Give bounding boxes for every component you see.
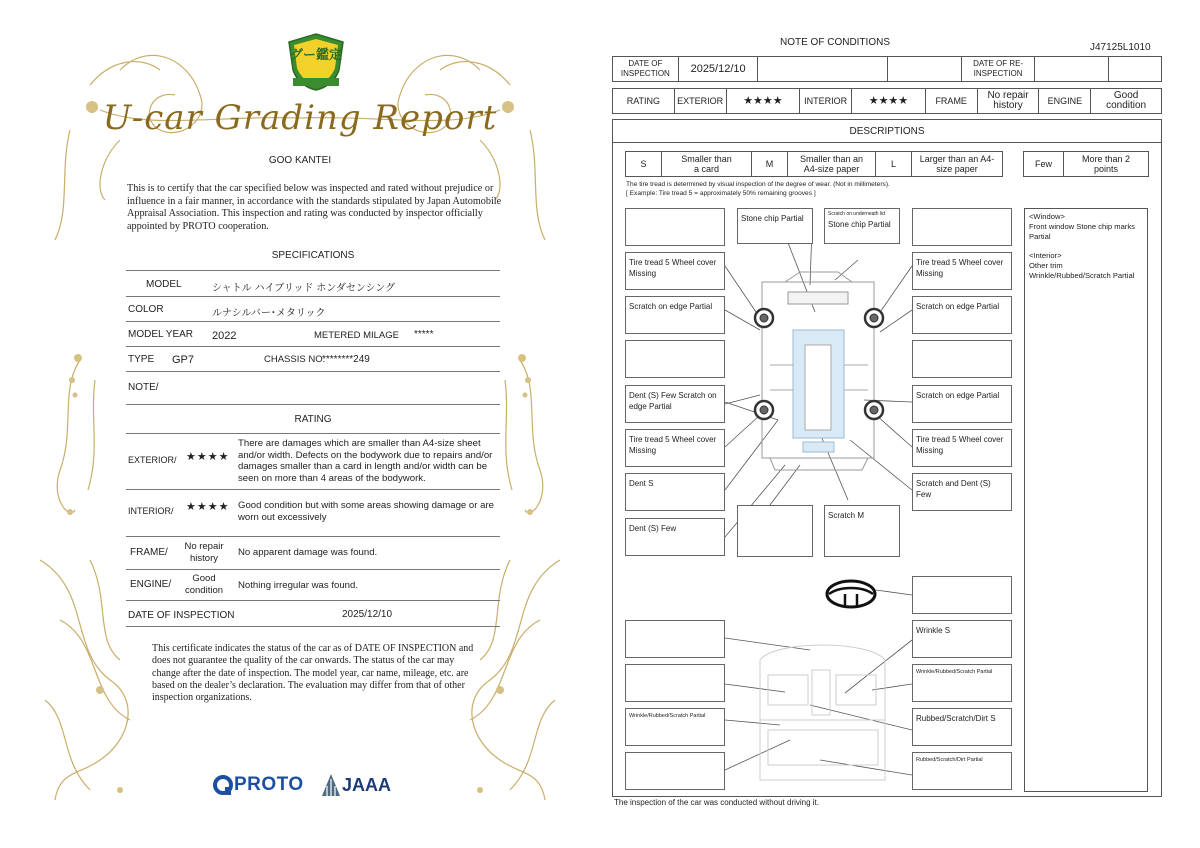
model-row	[126, 272, 500, 297]
window-text: Front window Stone chip marks Partial	[1029, 222, 1135, 241]
steering-wheel-icon	[827, 581, 875, 607]
note-box-right-scratch-dent: Scratch and Dent (S) Few	[912, 473, 1012, 511]
note-box-bottom-center: Scratch M	[824, 505, 900, 557]
interior-stars: ★★★★	[852, 89, 926, 113]
engine-value: Good condition	[184, 573, 224, 596]
exterior-description: There are damages which are smaller than A4-size sheet and/or width. Defects on the bodywork due to repairs and/or damages smaller than a card in length and/or width can be seen on more than 4 areas of the bodywork.	[238, 438, 493, 484]
proto-logo	[212, 770, 317, 800]
interior-rating-row	[126, 490, 500, 537]
legend-code-s: S	[626, 152, 662, 176]
sheet-code: J47125L1010	[1090, 42, 1151, 53]
note-box-empty	[912, 340, 1012, 378]
type-label: TYPE	[128, 354, 155, 365]
model-value: シャトル ハイブリッド ホンダセンシング	[212, 283, 396, 294]
window-heading: <Window>	[1029, 212, 1065, 221]
exterior-header: EXTERIOR	[675, 89, 727, 113]
note-row	[126, 372, 500, 405]
underneath-lid-note: Scratch on underneath lid	[828, 211, 885, 217]
interior-heading: <Interior>	[1029, 251, 1062, 260]
jaaa-logo	[320, 770, 400, 800]
chassis-value: ********249	[322, 354, 370, 365]
engine-description: Nothing irregular was found.	[238, 580, 358, 591]
reinspection-header: DATE OF RE-INSPECTION	[962, 57, 1036, 81]
note-box-empty	[625, 340, 725, 378]
note-of-conditions-sheet	[600, 0, 1200, 848]
legend-code-m: M	[752, 152, 788, 176]
note-box-right-scratch: Scratch on edge Partial	[912, 296, 1012, 334]
doi-header: DATE OF INSPECTION	[613, 57, 679, 81]
rating-header: RATING	[613, 89, 675, 113]
car-top-view	[755, 272, 883, 470]
date-of-inspection-row	[126, 601, 500, 627]
mileage-value: *****	[414, 329, 434, 340]
frame-value: No repair history	[184, 541, 224, 564]
note-box-left-dent-s: Dent S	[625, 473, 725, 511]
interior-header: INTERIOR	[800, 89, 852, 113]
color-row	[126, 297, 500, 322]
proto-logo-text: PROTO	[234, 774, 304, 795]
note-box-right-tire-rear: Tire tread 5 Wheel cover Missing	[912, 429, 1012, 467]
goo-kantei-logo	[287, 32, 345, 92]
exterior-stars: ★★★★	[727, 89, 801, 113]
jaaa-logo-text: JAAA	[342, 774, 392, 795]
model-label: MODEL	[146, 279, 182, 290]
logo-text: グー鑑定	[289, 47, 342, 62]
model-year-row	[126, 322, 500, 347]
legend-text-s: Smaller than a card	[662, 152, 752, 176]
legend-code-l: L	[876, 152, 912, 176]
engine-rating-row	[126, 570, 500, 601]
note-label: NOTE/	[128, 382, 159, 393]
closing-statement: This certificate indicates the status of the car as of DATE OF INSPECTION and does not guarantee the quality of the car onwards. The status of the car may change after the date of inspection. The model year, car name, mileage, etc. are based on the dealer’s declaration. The evaluation may differ from that of other inspection organizations.	[152, 643, 474, 704]
note-box-interior-rubbed-partial: Rubbed/Scratch/Dirt Partial	[912, 752, 1012, 790]
note-box-empty	[912, 576, 1012, 614]
frame-header: FRAME	[926, 89, 978, 113]
frame-label: FRAME/	[130, 547, 168, 558]
note-box-left-tire-front: Tire tread 5 Wheel cover Missing	[625, 252, 725, 290]
note-box-empty	[625, 208, 725, 246]
frame-value: No repair history	[978, 89, 1040, 113]
exterior-stars: ★★★★	[186, 451, 230, 463]
rating-heading: RATING	[294, 414, 332, 425]
note-box-left-tire-rear: Tire tread 5 Wheel cover Missing	[625, 429, 725, 467]
doi-cell: 2025/12/10	[679, 57, 759, 81]
note-box-empty	[625, 620, 725, 658]
exterior-label: EXTERIOR/	[128, 455, 177, 465]
certification-intro: This is to certify that the car specified below was inspected and rated without prejudice or influence in a fair manner, in accordance with the standards stipulated by Japan Automobile Appraisal Association. This inspection and rating was conducted by inspector officially appointed by PROTO cooperation.	[127, 183, 502, 232]
doi-value: 2025/12/10	[342, 609, 393, 620]
doi-label: DATE OF INSPECTION	[128, 610, 235, 621]
sheet-footer: The inspection of the car was conducted without driving it.	[614, 798, 819, 807]
exterior-rating-row	[126, 435, 500, 490]
note-box-empty	[912, 208, 1012, 246]
engine-value: Good condition	[1106, 90, 1147, 111]
note-box-empty	[737, 505, 813, 557]
tire-note-2: [ Example: Tire tread 5 = approximately 50% remaining grooves ]	[626, 190, 816, 197]
proto-mark-icon	[212, 774, 234, 796]
stone-chip-note: Stone chip Partial	[828, 220, 891, 229]
note-box-left-scratch: Scratch on edge Partial	[625, 296, 725, 334]
report-title: U-car Grading Report	[102, 98, 498, 138]
tire-note-1: The tire tread is determined by visual inspection of the degree of wear. (Not in millimeters).	[626, 181, 890, 188]
color-value: ルナシルバー･メタリック	[212, 308, 326, 319]
engine-label: ENGINE/	[130, 579, 172, 590]
specifications-heading: SPECIFICATIONS	[271, 250, 355, 261]
type-value: GP7	[172, 354, 195, 366]
interior-label: INTERIOR/	[128, 506, 174, 516]
legend-text-m: Smaller than an A4-size paper	[788, 152, 876, 176]
note-box-top-center-right	[824, 208, 900, 244]
note-box-empty	[625, 752, 725, 790]
note-box-right-tire-front: Tire tread 5 Wheel cover Missing	[912, 252, 1012, 290]
engine-header: ENGINE	[1039, 89, 1091, 113]
model-year-label: MODEL YEAR	[128, 329, 194, 340]
note-box-interior-wrinkle: Wrinkle S	[912, 620, 1012, 658]
model-year-value: 2022	[212, 330, 237, 342]
sheet-title: NOTE OF CONDITIONS	[780, 37, 890, 48]
note-box-top-center-left: Stone chip Partial	[737, 208, 813, 244]
frame-description: No apparent damage was found.	[238, 547, 378, 558]
few-text: More than 2 points	[1081, 154, 1131, 174]
chassis-label: CHASSIS NO.	[264, 354, 326, 365]
descriptions-heading: DESCRIPTIONS	[613, 120, 1161, 143]
note-box-interior-rubbed-s: Rubbed/Scratch/Dirt S	[912, 708, 1012, 746]
note-box-interior-wrinkle-rubbed: Wrinkle/Rubbed/Scratch Partial	[912, 664, 1012, 702]
note-box-left-dent-few: Dent (S) Few	[625, 518, 725, 556]
leader-lines	[725, 228, 912, 775]
note-box-interior-left: Wrinkle/Rubbed/Scratch Partial	[625, 708, 725, 746]
mileage-label: METERED MILAGE	[314, 330, 399, 341]
jaaa-mark-icon	[320, 773, 342, 797]
type-row	[126, 347, 500, 372]
note-box-right-scratch-edge: Scratch on edge Partial	[912, 385, 1012, 423]
interior-stars: ★★★★	[186, 501, 230, 513]
note-box-left-dent-scratch: Dent (S) Few Scratch on edge Partial	[625, 385, 725, 423]
frame-rating-row	[126, 537, 500, 570]
color-label: COLOR	[128, 304, 164, 315]
interior-text: Other trim Wrinkle/Rubbed/Scratch Partial	[1029, 261, 1135, 280]
few-code: Few	[1024, 152, 1064, 176]
report-subtitle: GOO KANTEI	[268, 155, 332, 166]
note-box-empty	[625, 664, 725, 702]
legend-text-l: Larger than an A4-size paper	[919, 154, 995, 174]
interior-description: Good condition but with some areas showing damage or are worn out excessively	[238, 500, 494, 523]
interior-diagram	[760, 645, 885, 780]
